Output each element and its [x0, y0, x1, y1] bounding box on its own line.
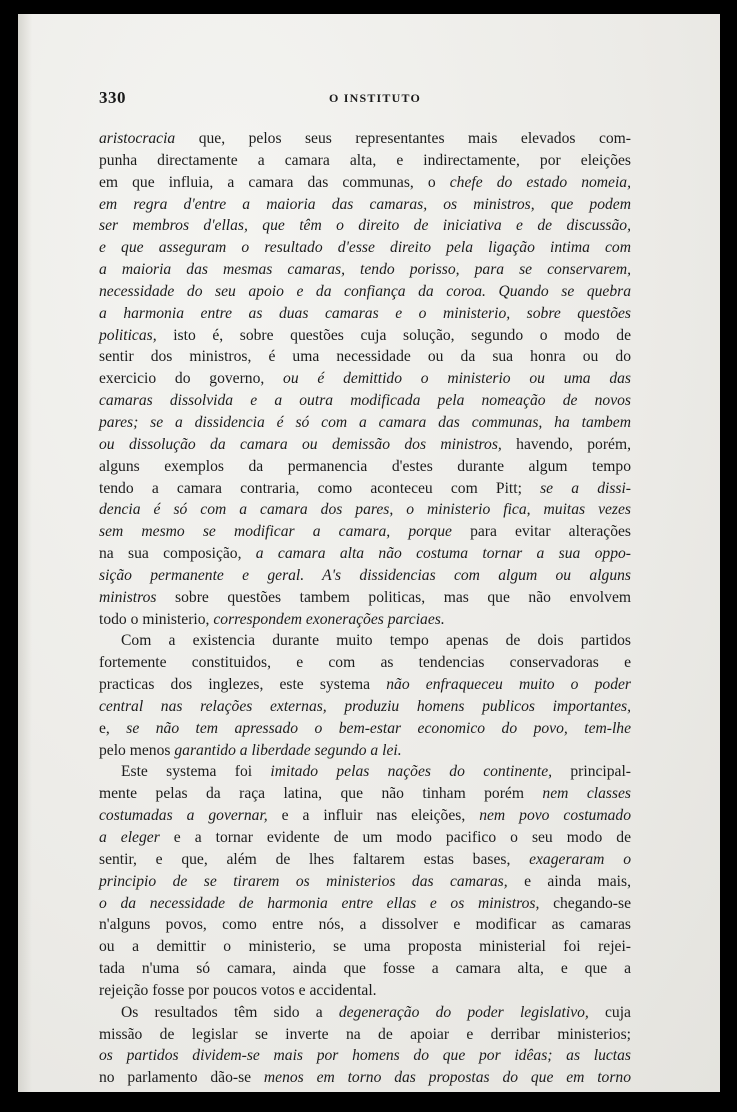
italic-text: correspondem exonerações parciaes. — [213, 610, 445, 628]
roman-text: Os resultados têm sido a — [121, 1003, 339, 1021]
roman-text: e a influir nas eleições, — [267, 807, 480, 825]
italic-text: a camara alta não costuma tornar a sua oppo- — [255, 545, 631, 563]
text-line — [99, 914, 631, 936]
italic-text: não enfraqueceu muito o poder — [386, 676, 631, 694]
text-line — [99, 740, 631, 762]
italic-text: a maioria das mesmas camaras, tendo porisso, para se conservarem, — [99, 261, 631, 279]
text-line — [99, 237, 631, 259]
italic-text: principio de se tirarem os ministerios das camaras, — [99, 872, 508, 890]
italic-text: exageraram o — [529, 850, 631, 868]
page-header — [99, 88, 631, 110]
text-line — [99, 368, 631, 390]
roman-text: cuja — [588, 1003, 631, 1021]
roman-text: tada n'uma só camara, ainda que fosse a camara alta, e que a — [99, 960, 631, 978]
text-line — [99, 478, 631, 500]
roman-text: missão de legislar se inverte na de apoiar e derribar ministerios; — [99, 1025, 631, 1043]
roman-text: sentir, e que, além de lhes faltarem estas bases, — [99, 850, 530, 868]
text-line — [99, 805, 631, 827]
roman-text: principal- — [552, 763, 631, 781]
text-line — [99, 696, 631, 718]
text-line — [99, 390, 631, 412]
text-line — [99, 761, 631, 783]
italic-text: ministros — [99, 588, 157, 606]
text-line — [99, 980, 631, 1002]
italic-text: pares; se a dissidencia é só com a camara das communas, ha tambem — [99, 413, 631, 431]
roman-text: e ainda mais, — [507, 872, 631, 890]
text-line — [99, 630, 631, 652]
roman-text: Este systema foi — [121, 763, 271, 781]
italic-text: sem mesmo se modificar a camara, porque — [99, 523, 452, 541]
body-text — [99, 128, 631, 1089]
roman-text: fortemente constituidos, e com as tendencias conservadoras e — [99, 654, 631, 672]
roman-text: todo o ministerio, — [99, 610, 214, 628]
page-number: 330 — [99, 88, 126, 107]
italic-text: os partidos dividem-se mais por homens do que por idêas; as luctas — [99, 1047, 631, 1065]
text-line — [99, 259, 631, 281]
roman-text: na sua composição, — [99, 545, 256, 563]
roman-text: sentir dos ministros, é uma necessidade ou da sua honra ou do — [99, 348, 631, 366]
text-line — [99, 456, 631, 478]
text-line — [99, 499, 631, 521]
roman-text: para evitar alterações — [451, 523, 631, 541]
text-line — [99, 215, 631, 237]
italic-text: chefe do estado nomeia, — [449, 173, 632, 191]
italic-text: aristocracia — [99, 130, 176, 147]
text-line — [99, 565, 631, 587]
text-line — [99, 1002, 631, 1024]
text-line — [99, 172, 631, 194]
roman-text: exercicio do governo, — [99, 370, 284, 388]
text-line — [99, 609, 631, 631]
roman-text: chegando-se — [539, 894, 631, 912]
text-line — [99, 150, 631, 172]
text-line — [99, 521, 631, 543]
text-line — [99, 958, 631, 980]
running-head: O INSTITUTO — [329, 91, 422, 105]
italic-text: central nas relações externas, produziu homens publicos importantes, — [99, 697, 631, 715]
italic-text: ou dissolução da camara ou demissão dos ministros, — [99, 435, 502, 453]
roman-text: ou a demittir o ministerio, se uma proposta ministerial foi rejei- — [99, 938, 631, 956]
italic-text: costumadas a governar, — [99, 807, 268, 825]
text-line — [99, 1067, 631, 1089]
italic-text: e que asseguram o resultado d'esse direito pela ligação intima com — [99, 239, 631, 257]
text-line — [99, 128, 631, 150]
text-line — [99, 893, 631, 915]
text-line — [99, 936, 631, 958]
roman-text: isto é, sobre questões cuja solução, segundo o modo de — [156, 326, 631, 344]
italic-text: necessidade do seu apoio e da confiança da coroa. Quando se quebra — [99, 282, 631, 300]
text-line — [99, 346, 631, 368]
italic-text: a eleger — [99, 829, 160, 846]
italic-text: em regra d'entre a maioria das camaras, os ministros, que podem — [99, 195, 631, 213]
roman-text: mente pelas da raça latina, que não tinham porém — [99, 785, 543, 803]
italic-text: nem classes — [542, 785, 631, 803]
italic-text: se a dissi- — [540, 479, 631, 497]
text-line — [99, 674, 631, 696]
text-line — [99, 718, 631, 740]
text-line — [99, 849, 631, 871]
roman-text: tendo a camara contraria, como aconteceu com Pitt; — [99, 479, 541, 497]
text-line — [99, 325, 631, 347]
roman-text: e a tornar evidente de um modo pacifico o seu modo de — [159, 829, 631, 846]
roman-text: que, pelos seus representantes mais elevados com- — [175, 130, 631, 147]
roman-text: no parlamento dão-se — [99, 1069, 264, 1087]
roman-text: n'alguns povos, como entre nós, a dissolver e modificar as camaras — [99, 916, 631, 934]
italic-text: degeneração do poder legislativo, — [338, 1003, 589, 1021]
roman-text: havendo, porém, — [501, 435, 631, 453]
roman-text: alguns exemplos da permanencia d'estes durante algum tempo — [99, 457, 631, 475]
italic-text: se não tem apressado o bem-estar economico do povo, tem-lhe — [126, 719, 632, 737]
italic-text: ser membros d'ellas, que têm o direito de iniciativa e de discussão, — [99, 217, 631, 235]
italic-text: camaras dissolvida e a outra modificada pela nomeação de novos — [99, 392, 631, 410]
italic-text: o da necessidade de harmonia entre ellas e os ministros, — [99, 894, 540, 912]
roman-text: practicas dos inglezes, este systema — [99, 676, 387, 694]
text-line — [99, 652, 631, 674]
text-line — [99, 783, 631, 805]
roman-text: punha directamente a camara alta, e indirectamente, por eleições — [99, 151, 631, 169]
text-line — [99, 303, 631, 325]
gutter-shadow — [18, 14, 32, 1092]
text-line — [99, 543, 631, 565]
italic-text: imitado pelas nações do continente, — [270, 763, 553, 781]
text-line — [99, 281, 631, 303]
text-line — [99, 871, 631, 893]
text-line — [99, 1045, 631, 1067]
roman-text: sobre questões tambem politicas, mas que não envolvem — [156, 588, 631, 606]
italic-text: politicas, — [99, 326, 157, 344]
roman-text: e, — [99, 719, 127, 737]
roman-text: Com a existencia durante muito tempo apenas de dois partidos — [121, 632, 631, 650]
text-line — [99, 194, 631, 216]
text-line — [99, 434, 631, 456]
roman-text: pelo menos — [99, 741, 175, 759]
italic-text: menos em torno das propostas do que em torno — [263, 1069, 631, 1087]
roman-text: rejeição fosse por poucos votos e accidental. — [99, 981, 377, 999]
roman-text: em que influia, a camara das communas, o — [99, 173, 450, 191]
italic-text: sição permanente e geral. A's dissidencias com algum ou alguns — [99, 566, 631, 584]
text-line — [99, 827, 631, 849]
italic-text: garantido a liberdade segundo a lei. — [174, 741, 402, 759]
italic-text: dencia é só com a camara dos pares, o ministerio fica, muitas vezes — [99, 501, 631, 519]
text-line — [99, 1024, 631, 1046]
italic-text: a harmonia entre as duas camaras e o ministerio, sobre questões — [99, 304, 631, 322]
italic-text: ou é demittido o ministerio ou uma das — [283, 370, 631, 388]
text-line — [99, 587, 631, 609]
italic-text: nem povo costumado — [479, 807, 631, 825]
text-line — [99, 412, 631, 434]
